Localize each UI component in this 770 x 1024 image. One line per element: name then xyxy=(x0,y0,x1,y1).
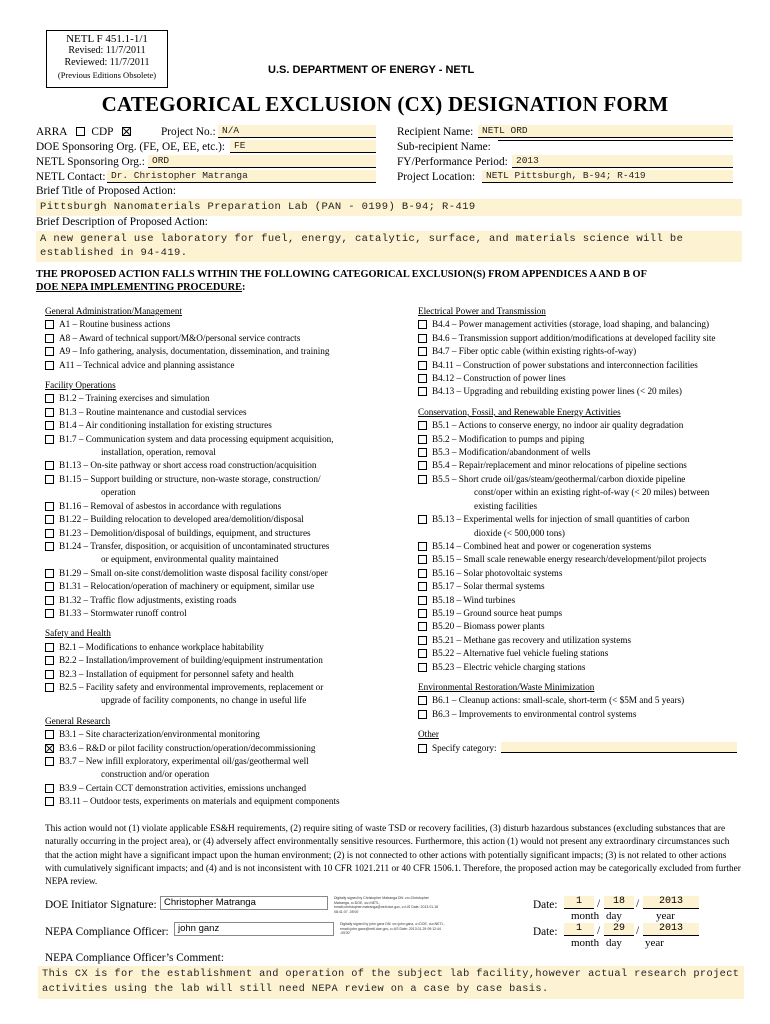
exclusion-checkbox[interactable] xyxy=(45,542,54,551)
arra-row xyxy=(36,125,135,139)
exclusion-checkbox[interactable] xyxy=(418,461,427,470)
netl-contact-field[interactable]: Dr. Christopher Matranga xyxy=(107,170,376,183)
exclusion-checkbox[interactable] xyxy=(418,663,427,672)
exclusion-label: B1.29 – Small on-site const/demolition waste disposal facility const/oper xyxy=(59,567,328,578)
brief-desc-field[interactable]: A new general use laboratory for fuel, energy, catalytic, surface, and materials science will be established in 94-419. xyxy=(36,231,742,262)
exclusion-label: B6.1 – Cleanup actions: small-scale, short-term (< $5M and 5 years) xyxy=(432,695,685,706)
year-caption: year xyxy=(656,910,675,922)
exclusion-item xyxy=(418,607,748,620)
exclusion-checkbox[interactable] xyxy=(45,421,54,430)
cdp-label: CDP xyxy=(91,126,113,138)
exclusion-checkbox[interactable] xyxy=(45,408,54,417)
exclusion-label: B5.15 – Small scale renewable energy research/development/pilot projects xyxy=(432,554,707,565)
exclusion-label-continued: const/oper within an existing right-of-way (< 20 miles) between xyxy=(474,487,710,498)
exclusion-item xyxy=(45,332,405,345)
exclusion-label: B4.11 – Construction of power substations and interconnection facilities xyxy=(432,359,698,370)
category-heading: Safety and Health xyxy=(45,628,111,639)
exclusion-item xyxy=(418,694,748,707)
category-heading: General Research xyxy=(45,715,111,726)
exclusion-item xyxy=(45,782,405,795)
exclusion-label: B5.16 – Solar photovoltaic systems xyxy=(432,567,563,578)
exclusion-item xyxy=(418,634,748,647)
exclusion-label: B4.12 – Construction of power lines xyxy=(432,373,566,384)
initiator-signature-label: DOE Initiator Signature: xyxy=(45,899,157,911)
exclusion-label: B5.13 – Experimental wells for injection of small quantities of carbon xyxy=(432,514,690,525)
exclusion-item xyxy=(45,540,405,553)
officer-signature-box[interactable]: john ganz xyxy=(174,922,334,936)
exclusion-item xyxy=(418,513,748,526)
exclusion-statement: This action would not (1) violate applicable ES&H requirements, (2) require siting of waste TSD or recovery facilities, (3) disturb hazardous substances (excluding substances that are naturally occurring in the project area), or (4) adversely affect environmentally sensitive resources. Furthermore, this action (1) would not present any extraordinary circumstances such that the action might have a significant impact upon the human environment; (2) is not connected to other actions with potentially significant impacts; (3) is not related to other actions with cumulatively significant impacts; and (4) and is not inconsistent with 10 CFR 1021.211 or 40 CFR 1506.1. Therefore, the proposed action may be categorically excluded from further NEPA review. xyxy=(45,824,741,888)
exclusion-checkbox[interactable] xyxy=(45,394,54,403)
exclusion-label: B5.5 – Short crude oil/gas/steam/geothermal/carbon dioxide pipeline xyxy=(432,473,686,484)
exclusion-item xyxy=(418,661,748,674)
exclusion-item xyxy=(45,795,405,808)
exclusion-item xyxy=(45,527,405,540)
exclusion-label-continued: operation xyxy=(101,487,136,498)
exclusion-item xyxy=(45,459,405,472)
exclusion-checkbox[interactable] xyxy=(418,649,427,658)
year-caption: year xyxy=(645,937,664,949)
exclusion-label-continued: installation, operation, removal xyxy=(101,447,216,458)
exclusion-checkbox[interactable] xyxy=(418,435,427,444)
exclusion-item xyxy=(418,647,748,660)
form-title: CATEGORICAL EXCLUSION (CX) DESIGNATION FORM xyxy=(101,92,669,116)
exclusion-item xyxy=(45,392,405,405)
officer-date-label: Date: xyxy=(533,926,558,938)
exclusion-label: A11 – Technical advice and planning assistance xyxy=(59,359,235,370)
exclusion-checkbox[interactable] xyxy=(418,596,427,605)
arra-label: ARRA xyxy=(36,126,67,138)
project-no-label: Project No.: xyxy=(161,126,216,138)
exclusion-checkbox[interactable] xyxy=(45,529,54,538)
exclusion-label: B5.14 – Combined heat and power or cogeneration systems xyxy=(432,540,652,551)
exclusion-label: B1.31 – Relocation/operation of machinery or equipment, similar use xyxy=(59,581,315,592)
exclusion-label: B5.4 – Repair/replacement and minor relocations of pipeline sections xyxy=(432,460,687,471)
exclusion-item xyxy=(418,433,748,446)
exclusion-item xyxy=(418,459,748,472)
doe-org-field[interactable]: FE xyxy=(230,140,376,153)
exclusion-checkbox[interactable] xyxy=(418,475,427,484)
fy-field[interactable]: 2013 xyxy=(512,155,733,168)
exclusion-checkbox[interactable] xyxy=(45,475,54,484)
other-category-row xyxy=(418,742,748,755)
exclusion-item xyxy=(418,580,748,593)
other-label: Specify category: xyxy=(432,742,497,753)
exclusion-label: B1.32 – Traffic flow adjustments, existing roads xyxy=(59,594,237,605)
right-column xyxy=(418,305,748,755)
exclusion-label: B5.19 – Ground source heat pumps xyxy=(432,607,563,618)
exclusion-label: B4.6 – Transmission support addition/modifications at developed facility site xyxy=(432,332,716,343)
exclusion-item xyxy=(418,359,748,372)
exclusion-label: B1.7 – Communication system and data processing equipment acquisition, xyxy=(59,433,334,444)
exclusion-checkbox[interactable] xyxy=(45,730,54,739)
exclusion-checkbox[interactable] xyxy=(418,334,427,343)
exclusion-item xyxy=(45,433,405,446)
date-slash: / xyxy=(597,925,601,937)
exclusion-item xyxy=(45,419,405,432)
exclusion-item xyxy=(45,567,405,580)
officer-day-field[interactable]: 29 xyxy=(604,923,634,936)
initiator-year-field[interactable]: 2013 xyxy=(643,896,699,909)
subrecipient-field[interactable] xyxy=(498,140,733,141)
exclusion-item xyxy=(45,513,405,526)
subrecipient-label: Sub-recipient Name: xyxy=(397,141,491,153)
proposed-action-line1: THE PROPOSED ACTION FALLS WITHIN THE FOLLOWING CATEGORICAL EXCLUSION(S) FROM APPENDICES A AND B OF xyxy=(36,269,647,280)
recipient-label: Recipient Name: xyxy=(397,126,474,138)
proposed-action-colon: : xyxy=(242,282,246,293)
exclusion-checkbox[interactable] xyxy=(418,320,427,329)
exclusion-item xyxy=(45,742,405,755)
exclusion-label: B4.13 – Upgrading and rebuilding existing power lines (< 20 miles) xyxy=(432,386,682,397)
exclusion-item xyxy=(45,500,405,513)
exclusion-label: B1.24 – Transfer, disposition, or acquisition of uncontaminated structures xyxy=(59,540,330,551)
exclusion-checkbox[interactable] xyxy=(418,622,427,631)
exclusion-item xyxy=(45,359,405,372)
exclusion-label: B1.4 – Air conditioning installation for existing structures xyxy=(59,420,272,431)
netl-org-field[interactable]: ORD xyxy=(148,155,376,168)
date-slash: / xyxy=(597,898,601,910)
exclusion-label: B1.16 – Removal of asbestos in accordance with regulations xyxy=(59,500,282,511)
date-slash: / xyxy=(636,898,640,910)
exclusion-label: B2.1 – Modifications to enhance workplace habitability xyxy=(59,641,264,652)
month-caption: month xyxy=(571,937,600,949)
exclusion-item xyxy=(418,567,748,580)
exclusion-item xyxy=(45,728,405,741)
exclusion-item xyxy=(45,580,405,593)
exclusion-checkbox[interactable] xyxy=(45,784,54,793)
fy-label: FY/Performance Period: xyxy=(397,156,508,168)
exclusion-checkbox[interactable] xyxy=(418,636,427,645)
comment-field[interactable]: This CX is for the establishment and operation of the subject lab facility,however actual research project activities using the lab will still need NEPA review on a case by case basis. xyxy=(38,966,744,999)
exclusion-label: B5.1 – Actions to conserve energy, no indoor air quality degradation xyxy=(432,420,684,431)
exclusion-item xyxy=(45,318,405,331)
exclusion-item xyxy=(45,641,405,654)
exclusion-checkbox[interactable] xyxy=(418,542,427,551)
exclusion-label: B5.18 – Wind turbines xyxy=(432,594,516,605)
exclusion-label: B3.9 – Certain CCT demonstration activities, emissions unchanged xyxy=(59,782,307,793)
exclusion-checkbox[interactable] xyxy=(418,582,427,591)
exclusion-label: B3.7 – New infill exploratory, experimental oil/gas/geothermal well xyxy=(59,756,309,766)
officer-signature-label: NEPA Compliance Officer: xyxy=(45,926,169,938)
exclusion-item xyxy=(45,594,405,607)
exclusion-label: A8 – Award of technical support/M&O/personal service contracts xyxy=(59,332,301,343)
exclusion-checkbox[interactable] xyxy=(45,320,54,329)
comment-label: NEPA Compliance Officer’s Comment: xyxy=(45,952,224,964)
exclusion-item xyxy=(418,372,748,385)
exclusion-label-continued: upgrade of facility components, no change in useful life xyxy=(101,695,307,706)
exclusion-item xyxy=(418,620,748,633)
netl-contact-label: NETL Contact: xyxy=(36,171,106,183)
exclusion-item xyxy=(45,607,405,620)
cdp-checkbox[interactable] xyxy=(122,127,131,136)
exclusion-item xyxy=(418,385,748,398)
exclusion-checkbox[interactable] xyxy=(45,596,54,605)
exclusion-checkbox[interactable] xyxy=(418,361,427,370)
exclusion-checkbox[interactable] xyxy=(45,643,54,652)
category-heading: Conservation, Fossil, and Renewable Energy Activities xyxy=(418,406,621,417)
exclusion-checkbox[interactable] xyxy=(45,461,54,470)
exclusion-checkbox[interactable] xyxy=(45,569,54,578)
initiator-signature-box[interactable]: Christopher Matranga xyxy=(160,896,328,910)
initiator-signature-meta: Digitally signed by Christopher Matranga DN: cn=Christopher Matranga, o=DOE, ou=NETL, email=christopher.matranga@netl.doe.gov, c=US Date: 2013.01.18 08:41:07 -05'00' xyxy=(334,896,439,914)
exclusion-label: B1.15 – Support building or structure, non-waste storage, construction/ xyxy=(59,473,321,484)
exclusion-label-continued: dioxide (< 500,000 tons) xyxy=(474,527,565,538)
form-id-box xyxy=(46,30,168,88)
exclusion-item xyxy=(45,668,405,681)
proposed-action-line2: DOE NEPA IMPLEMENTING PROCEDURE xyxy=(36,282,243,293)
exclusion-label: B5.3 – Modification/abandonment of wells xyxy=(432,447,591,458)
doe-org-label: DOE Sponsoring Org. (FE, OE, EE, etc.): xyxy=(36,141,225,153)
exclusion-label-continued: or equipment, environmental quality maintained xyxy=(101,554,279,565)
exclusion-checkbox[interactable] xyxy=(45,502,54,511)
other-checkbox[interactable] xyxy=(418,744,427,753)
arra-checkbox[interactable] xyxy=(76,127,85,136)
category-heading: Other xyxy=(418,729,439,740)
exclusion-label-continued: construction and/or operation xyxy=(101,769,210,780)
exclusion-item xyxy=(418,540,748,553)
exclusion-checkbox[interactable] xyxy=(418,374,427,383)
exclusion-item xyxy=(45,473,405,486)
brief-desc-label: Brief Description of Proposed Action: xyxy=(36,216,208,228)
exclusion-item xyxy=(45,755,405,768)
exclusion-label: B4.4 – Power management activities (storage, load shaping, and balancing) xyxy=(432,319,710,330)
exclusion-checkbox[interactable] xyxy=(45,347,54,356)
exclusion-checkbox[interactable] xyxy=(45,670,54,679)
exclusion-label: B1.2 – Training exercises and simulation xyxy=(59,393,210,404)
project-no-field[interactable]: N/A xyxy=(218,125,376,138)
exclusion-label: B3.11 – Outdoor tests, experiments on materials and equipment components xyxy=(59,796,340,807)
exclusion-label: B6.3 – Improvements to environmental control systems xyxy=(432,708,637,719)
exclusion-checkbox[interactable] xyxy=(418,696,427,705)
exclusion-label: B5.22 – Alternative fuel vehicle fueling stations xyxy=(432,648,609,659)
exclusion-checkbox[interactable] xyxy=(45,656,54,665)
month-caption: month xyxy=(571,910,600,922)
location-label: Project Location: xyxy=(397,171,476,183)
exclusion-label: B1.33 – Stormwater runoff control xyxy=(59,607,187,618)
exclusion-checkbox[interactable] xyxy=(418,609,427,618)
left-column xyxy=(45,305,405,809)
exclusion-checkbox[interactable] xyxy=(45,683,54,692)
exclusion-item xyxy=(418,345,748,358)
exclusion-item xyxy=(45,406,405,419)
exclusion-label: B3.6 – R&D or pilot facility construction/operation/decommissioning xyxy=(59,742,316,753)
exclusion-label: A9 – Info gathering, analysis, documentation, dissemination, and training xyxy=(59,346,330,357)
obsolete-note: (Previous Editions Obsolete) xyxy=(57,70,157,80)
category-heading: Facility Operations xyxy=(45,380,116,391)
exclusion-item xyxy=(418,594,748,607)
exclusion-label: B3.1 – Site characterization/environmental monitoring xyxy=(59,729,260,740)
exclusion-label-continued: existing facilities xyxy=(474,500,538,511)
exclusion-label: B5.23 – Electric vehicle charging stations xyxy=(432,661,586,672)
exclusion-checkbox[interactable] xyxy=(45,744,54,753)
exclusion-checkbox[interactable] xyxy=(45,757,54,766)
exclusion-item xyxy=(45,654,405,667)
other-category-field[interactable] xyxy=(501,742,737,753)
exclusion-checkbox[interactable] xyxy=(418,421,427,430)
exclusion-item xyxy=(45,681,405,694)
exclusion-item xyxy=(45,345,405,358)
initiator-date-label: Date: xyxy=(533,899,558,911)
reviewed-date: Reviewed: 11/7/2011 xyxy=(64,57,150,68)
exclusion-label: B4.7 – Fiber optic cable (within existing rights-of-way) xyxy=(432,346,637,357)
exclusion-label: B1.13 – On-site pathway or short access road construction/acquisition xyxy=(59,460,317,471)
exclusion-label: B5.2 – Modification to pumps and piping xyxy=(432,433,585,444)
exclusion-label: B5.21 – Methane gas recovery and utilization systems xyxy=(432,634,632,645)
form-number: NETL F 451.1-1/1 xyxy=(66,33,148,45)
exclusion-checkbox[interactable] xyxy=(45,435,54,444)
exclusion-item xyxy=(418,708,748,721)
officer-signature-meta: Digitally signed by john ganz DN: cn=john ganz, o=DOE, ou=NETL, email=john.ganz@netl.doe.gov, c=US Date: 2013.01.29 09:12:44 -05'00' xyxy=(340,922,445,935)
netl-org-label: NETL Sponsoring Org.: xyxy=(36,156,145,168)
exclusion-checkbox[interactable] xyxy=(418,387,427,396)
exclusion-item xyxy=(418,446,748,459)
exclusion-checkbox[interactable] xyxy=(418,347,427,356)
exclusion-label: B5.17 – Solar thermal systems xyxy=(432,581,545,592)
day-caption: day xyxy=(606,937,622,949)
location-field[interactable]: NETL Pittsburgh, B-94; R-419 xyxy=(482,170,733,183)
exclusion-label: B1.22 – Building relocation to developed area/demolition/disposal xyxy=(59,514,304,525)
exclusion-label: B1.3 – Routine maintenance and custodial services xyxy=(59,406,247,417)
officer-year-field[interactable]: 2013 xyxy=(643,923,699,936)
exclusion-checkbox[interactable] xyxy=(418,515,427,524)
exclusion-checkbox[interactable] xyxy=(45,797,54,806)
exclusion-checkbox[interactable] xyxy=(45,582,54,591)
initiator-month-field[interactable]: 1 xyxy=(564,896,594,909)
exclusion-item xyxy=(418,473,748,486)
exclusion-checkbox[interactable] xyxy=(45,515,54,524)
exclusion-item xyxy=(418,332,748,345)
initiator-day-field[interactable]: 18 xyxy=(604,896,634,909)
category-heading: Electrical Power and Transmission xyxy=(418,306,546,316)
exclusion-checkbox[interactable] xyxy=(418,555,427,564)
exclusion-label: A1 – Routine business actions xyxy=(59,319,171,330)
exclusion-item xyxy=(418,419,748,432)
exclusion-label: B2.5 – Facility safety and environmental improvements, replacement or xyxy=(59,681,324,692)
exclusion-item xyxy=(418,553,748,566)
exclusion-label: B5.20 – Biomass power plants xyxy=(432,621,545,632)
exclusion-label: B2.3 – Installation of equipment for personnel safety and health xyxy=(59,668,294,679)
brief-title-label: Brief Title of Proposed Action: xyxy=(36,185,176,197)
day-caption: day xyxy=(606,910,622,922)
exclusion-checkbox[interactable] xyxy=(418,710,427,719)
recipient-field[interactable]: NETL ORD xyxy=(478,125,733,138)
exclusion-checkbox[interactable] xyxy=(45,334,54,343)
category-heading: Environmental Restoration/Waste Minimization xyxy=(418,681,595,692)
exclusion-item xyxy=(418,318,748,331)
officer-month-field[interactable]: 1 xyxy=(564,923,594,936)
exclusion-checkbox[interactable] xyxy=(418,569,427,578)
proposed-action-heading xyxy=(36,268,736,294)
exclusion-label: B2.2 – Installation/improvement of building/equipment instrumentation xyxy=(59,655,323,666)
exclusion-label: B1.23 – Demolition/disposal of buildings, equipment, and structures xyxy=(59,527,311,538)
brief-title-field[interactable]: Pittsburgh Nanomaterials Preparation Lab (PAN - 0199) B-94; R-419 xyxy=(36,199,742,216)
exclusion-checkbox[interactable] xyxy=(418,448,427,457)
department-name: U.S. DEPARTMENT OF ENERGY - NETL xyxy=(268,64,475,76)
exclusion-checkbox[interactable] xyxy=(45,361,54,370)
revised-date: Revised: 11/7/2011 xyxy=(68,45,146,56)
date-slash: / xyxy=(636,925,640,937)
category-heading: General Administration/Management xyxy=(45,306,183,316)
exclusion-checkbox[interactable] xyxy=(45,609,54,618)
